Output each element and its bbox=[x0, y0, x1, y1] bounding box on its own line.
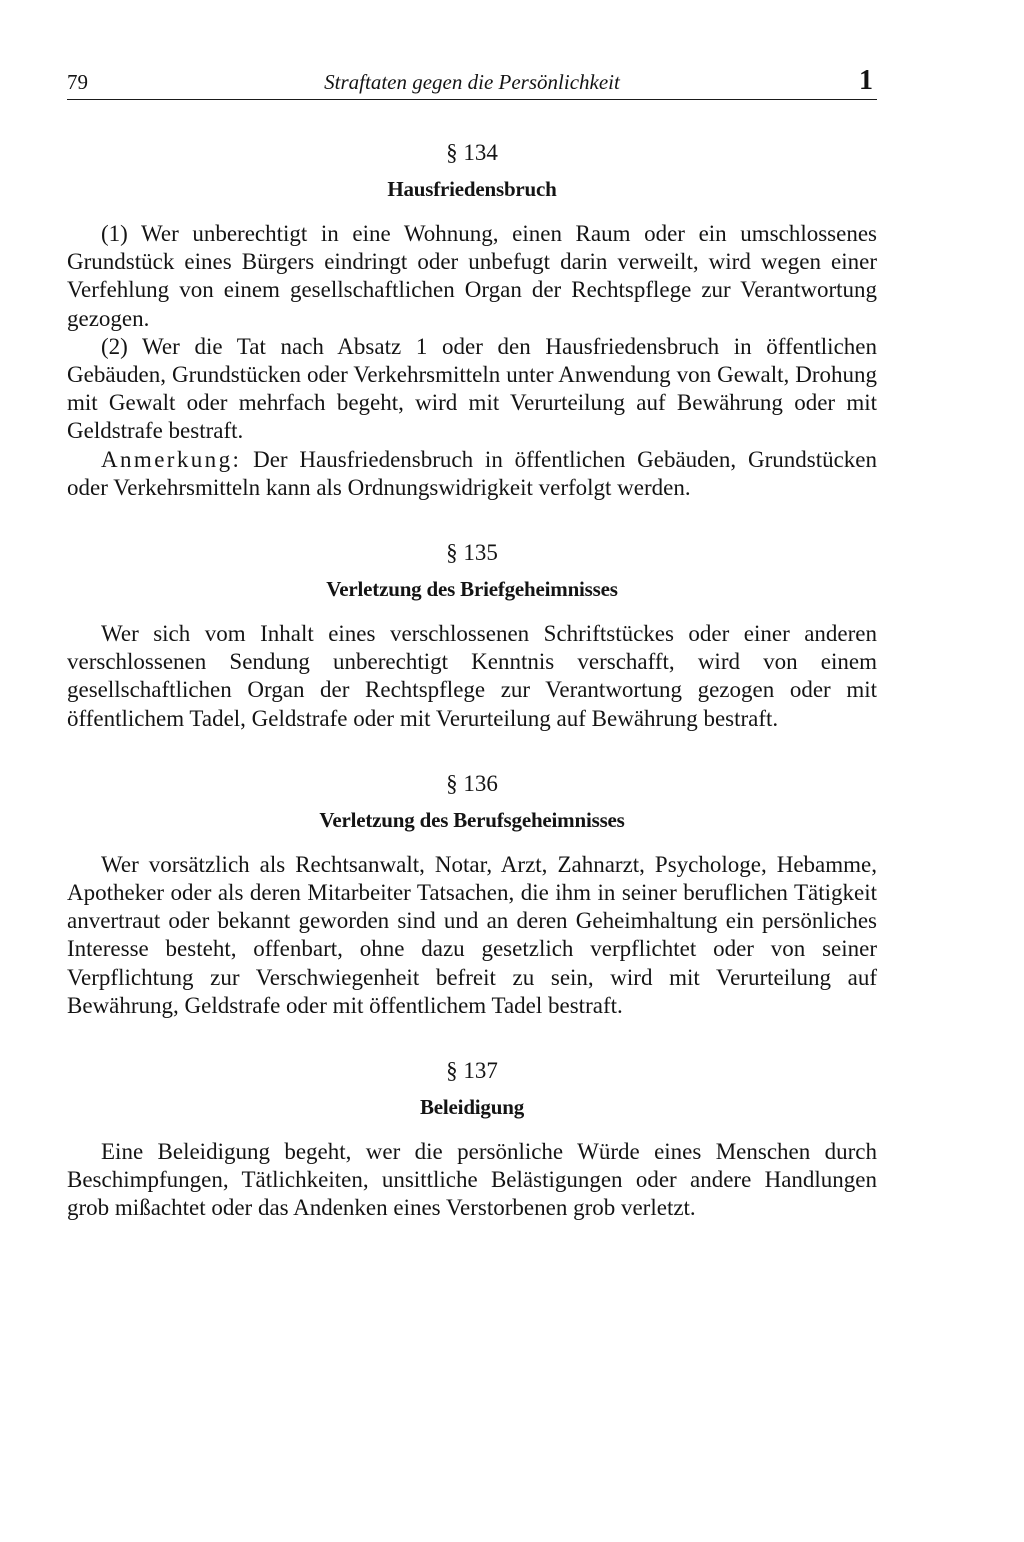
section-title: Hausfriedensbruch bbox=[387, 177, 557, 201]
annotation-text: Der Hausfriedensbruch in öffentlichen Gebäuden, Grundstücken oder Verkehrsmitteln kann als Ordnungswidrigkeit verfolgt werden. bbox=[67, 446, 877, 500]
section-134 bbox=[67, 138, 877, 502]
annotation-note bbox=[67, 446, 877, 502]
page-number: 79 bbox=[67, 70, 88, 94]
section-title: Verletzung des Briefgeheimnisses bbox=[326, 577, 618, 602]
section-137 bbox=[67, 1056, 877, 1223]
paragraph-1: Wer sich vom Inhalt eines verschlossenen Schriftstückes oder einer anderen verschlossenen Sendung unberechtigt Kenntnis verschafft, wird von einem gesellschaftlichen Organ der Rechtspflege zur Verantwortung gezogen oder mit öffentlichem Tadel, Geldstrafe oder mit Verurteilung auf Bewährung bestraft. bbox=[67, 621, 877, 731]
section-title: Verletzung des Berufsgeheimnisses bbox=[319, 807, 625, 832]
paragraph-1: Eine Beleidigung begeht, wer die persönliche Würde eines Menschen durch Beschimpfungen, Tätlichkeiten, unsittliche Belästigungen oder andere Handlungen grob mißachtet oder das Andenken eines Verstorbenen grob verletzt. bbox=[67, 1139, 877, 1221]
header-rule bbox=[67, 99, 877, 100]
section-number: § 134 bbox=[446, 140, 498, 165]
paragraph-1: (1) Wer unberechtigt in eine Wohnung, einen Raum oder ein umschlossenes Grundstück eines Bürgers eindringt oder unbefugt darin verweilt, wird wegen einer Verfehlung von einem gesellschaftlichen Organ der Rechtspflege zur Verantwortung gezogen. bbox=[67, 221, 877, 331]
running-header bbox=[67, 65, 877, 100]
chapter-number: 1 bbox=[859, 65, 873, 96]
section-number: § 136 bbox=[446, 770, 498, 796]
section-number: § 137 bbox=[446, 1058, 498, 1084]
section-135 bbox=[67, 538, 877, 733]
section-title: Beleidigung bbox=[420, 1095, 524, 1120]
section-136 bbox=[67, 769, 877, 1020]
paragraph-1: Wer vorsätzlich als Rechtsanwalt, Notar, Arzt, Zahnarzt, Psychologe, Hebamme, Apotheker oder als deren Mitarbeiter Tatsachen, die ihm in seiner beruflichen Tätigkeit anvertraut oder bekannt geworden sind und an deren Geheimhaltung ein persönliches Interesse besteht, offenbart, ohne dazu gesetzlich verpflichtet oder von seiner Verpflichtung zur Verschwiegenheit befreit zu sein, wird mit Verurteilung auf Bewährung, Geldstrafe oder mit öffentlichem Tadel bestraft. bbox=[67, 851, 877, 1018]
section-number: § 135 bbox=[446, 540, 498, 566]
paragraph-2: (2) Wer die Tat nach Absatz 1 oder den Hausfriedensbruch in öffentlichen Gebäuden, Grundstücken oder Verkehrsmitteln unter Anwendung von Gewalt, Drohung mit Gewalt oder mehrfach begeht, wird mit Verurteilung auf Bewährung oder mit Geldstrafe bestraft. bbox=[67, 333, 877, 444]
running-title: Straftaten gegen die Persönlichkeit bbox=[324, 70, 620, 94]
annotation-label: Anmerkung: bbox=[101, 446, 242, 472]
body-text bbox=[67, 138, 877, 1223]
